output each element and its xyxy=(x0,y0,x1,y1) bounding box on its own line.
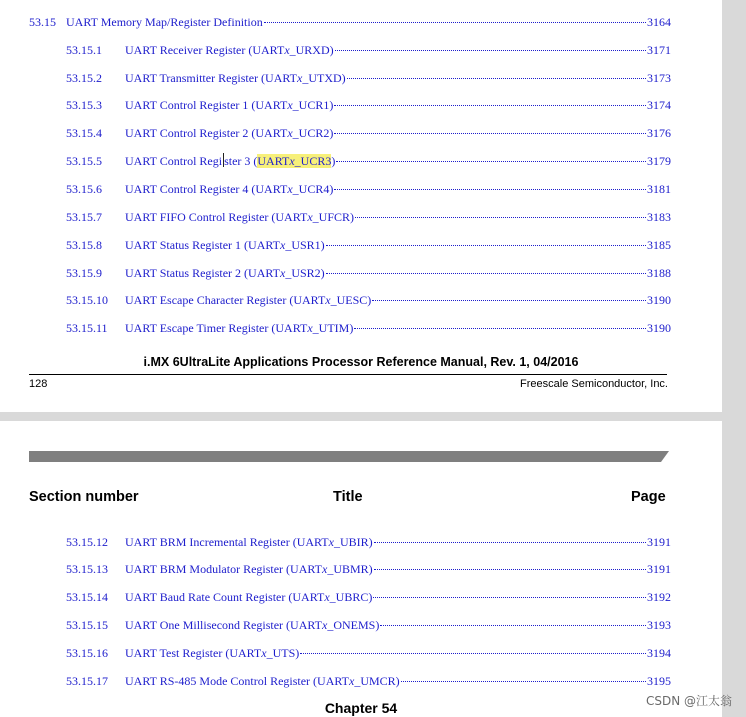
toc-entry-53-15-8[interactable] xyxy=(66,234,671,252)
toc-entry-page: 3171 xyxy=(647,43,671,57)
toc-entry-53-15-17[interactable] xyxy=(66,670,671,688)
toc-entry-page: 3174 xyxy=(647,98,671,112)
toc-entry-53-15-9[interactable] xyxy=(66,262,671,280)
toc-entry-title: UART Status Register 2 (UARTx_USR2) xyxy=(125,266,325,280)
toc-entry-page: 3195 xyxy=(647,674,671,688)
toc-entry-number: 53.15.11 xyxy=(66,321,108,335)
toc-entry-53-15-16[interactable] xyxy=(66,642,671,660)
toc-entry-page: 3190 xyxy=(647,293,671,307)
toc-entry-page: 3173 xyxy=(647,71,671,85)
toc-entry-53-15-13[interactable] xyxy=(66,558,671,576)
toc-entry-53-15-6[interactable] xyxy=(66,178,671,196)
toc-entry-number: 53.15.2 xyxy=(66,71,102,85)
column-header-title: Title xyxy=(333,489,363,505)
toc-entry-number: 53.15.12 xyxy=(66,535,108,549)
toc-entry-number: 53.15.17 xyxy=(66,674,108,688)
toc-leader-dots xyxy=(355,203,646,218)
footer-manual-title: i.MX 6UltraLite Applications Processor Reference Manual, Rev. 1, 04/2016 xyxy=(143,355,579,369)
toc-entry-title: UART Test Register (UARTx_UTS) xyxy=(125,646,300,660)
toc-entry-title: UART One Millisecond Register (UARTx_ONEMS) xyxy=(125,618,380,632)
toc-entry-number: 53.15.15 xyxy=(66,618,108,632)
toc-leader-dots xyxy=(374,555,646,570)
watermark-text: CSDN @江太翁 xyxy=(645,694,732,708)
toc-entry-53-15-11[interactable] xyxy=(66,317,671,335)
toc-leader-dots xyxy=(372,286,646,301)
toc-entry-page: 3176 xyxy=(647,126,671,140)
toc-entry-number: 53.15.16 xyxy=(66,646,108,660)
toc-leader-dots xyxy=(374,528,646,543)
toc-entry-number: 53.15.7 xyxy=(66,210,102,224)
toc-entry-53-15-15[interactable] xyxy=(66,614,671,632)
column-header-section-number: Section number xyxy=(29,489,139,505)
toc-entry-number: 53.15.4 xyxy=(66,126,102,140)
toc-entry-title: UART Control Register 4 (UARTx_UCR4) xyxy=(125,182,334,196)
toc-entry-number: 53.15.9 xyxy=(66,266,102,280)
toc-entry-number: 53.15.14 xyxy=(66,590,108,604)
toc-entry-page: 3191 xyxy=(647,562,671,576)
toc-entry-page: 3191 xyxy=(647,535,671,549)
toc-entry-53-15-10[interactable] xyxy=(66,289,671,307)
viewer-background xyxy=(722,0,746,717)
toc-leader-dots xyxy=(326,231,646,246)
toc-entry-53-15-3[interactable] xyxy=(66,94,671,112)
toc-entry-page: 3193 xyxy=(647,618,671,632)
toc-leader-dots xyxy=(334,175,646,190)
footer-page-number: 128 xyxy=(29,378,48,390)
toc-entry-title: UART Escape Character Register (UARTx_UESC) xyxy=(125,293,372,307)
toc-entry-title: UART Control Register 2 (UARTx_UCR2) xyxy=(125,126,334,140)
toc-entry-53-15-4[interactable] xyxy=(66,122,671,140)
toc-entry-53-15-12[interactable] xyxy=(66,531,671,549)
toc-leader-dots xyxy=(380,611,646,626)
toc-entry-title: UART Transmitter Register (UARTx_UTXD) xyxy=(125,71,346,85)
toc-entry-page: 3181 xyxy=(647,182,671,196)
toc-entry-page: 3179 xyxy=(647,154,671,168)
toc-entry-number: 53.15.10 xyxy=(66,293,108,307)
toc-entry-title: UART RS-485 Mode Control Register (UARTx_UMCR) xyxy=(125,674,400,688)
toc-entry-title: UART Control Regi ster 3 (UARTx_UCR3) xyxy=(125,154,336,168)
toc-leader-dots xyxy=(334,119,646,134)
toc-entry-title: UART Baud Rate Count Register (UARTx_UBRC) xyxy=(125,590,373,604)
toc-entry-number: 53.15.1 xyxy=(66,43,102,57)
toc-entry-53-15-5[interactable] xyxy=(66,150,671,168)
toc-entry-title: UART Memory Map/Register Definition xyxy=(66,15,263,29)
toc-entry-title: UART Receiver Register (UARTx_URXD) xyxy=(125,43,334,57)
toc-entry-title: UART FIFO Control Register (UARTx_UFCR) xyxy=(125,210,355,224)
toc-entry-number: 53.15.5 xyxy=(66,154,102,168)
toc-entry-page: 3164 xyxy=(647,15,671,29)
toc-leader-dots xyxy=(334,91,646,106)
toc-entry-title: UART Control Register 1 (UARTx_UCR1) xyxy=(125,98,334,112)
toc-leader-dots xyxy=(354,314,646,329)
toc-entry-title: UART Escape Timer Register (UARTx_UTIM) xyxy=(125,321,354,335)
toc-leader-dots xyxy=(347,64,646,79)
toc-entry-number: 53.15.13 xyxy=(66,562,108,576)
toc-entry-page: 3185 xyxy=(647,238,671,252)
toc-entry-page: 3188 xyxy=(647,266,671,280)
toc-entry-53-15[interactable] xyxy=(29,11,671,29)
toc-entry-number: 53.15 xyxy=(29,15,56,29)
section-header-bar xyxy=(29,451,669,462)
toc-leader-dots xyxy=(264,8,646,23)
toc-leader-dots xyxy=(401,667,646,682)
toc-leader-dots xyxy=(336,147,646,162)
toc-entry-number: 53.15.8 xyxy=(66,238,102,252)
toc-entry-page: 3194 xyxy=(647,646,671,660)
toc-entry-53-15-14[interactable] xyxy=(66,586,671,604)
column-header-page: Page xyxy=(631,489,666,505)
page-gap xyxy=(0,412,722,421)
toc-entry-title: UART Status Register 1 (UARTx_USR1) xyxy=(125,238,325,252)
footer-company: Freescale Semiconductor, Inc. xyxy=(520,378,668,390)
toc-leader-dots xyxy=(326,259,646,274)
toc-entry-page: 3190 xyxy=(647,321,671,335)
toc-entry-page: 3192 xyxy=(647,590,671,604)
chapter-heading: Chapter 54 xyxy=(324,700,398,716)
toc-entry-53-15-2[interactable] xyxy=(66,67,671,85)
toc-entry-53-15-7[interactable] xyxy=(66,206,671,224)
toc-entry-53-15-1[interactable] xyxy=(66,39,671,57)
toc-entry-number: 53.15.3 xyxy=(66,98,102,112)
toc-entry-title: UART BRM Modulator Register (UARTx_UBMR) xyxy=(125,562,373,576)
toc-entry-number: 53.15.6 xyxy=(66,182,102,196)
toc-leader-dots xyxy=(335,36,646,51)
footer-divider xyxy=(29,374,667,375)
toc-entry-title: UART BRM Incremental Register (UARTx_UBIR) xyxy=(125,535,373,549)
toc-leader-dots xyxy=(373,583,646,598)
search-highlight: UARTx_UCR3 xyxy=(257,154,332,168)
toc-leader-dots xyxy=(300,639,646,654)
toc-entry-page: 3183 xyxy=(647,210,671,224)
